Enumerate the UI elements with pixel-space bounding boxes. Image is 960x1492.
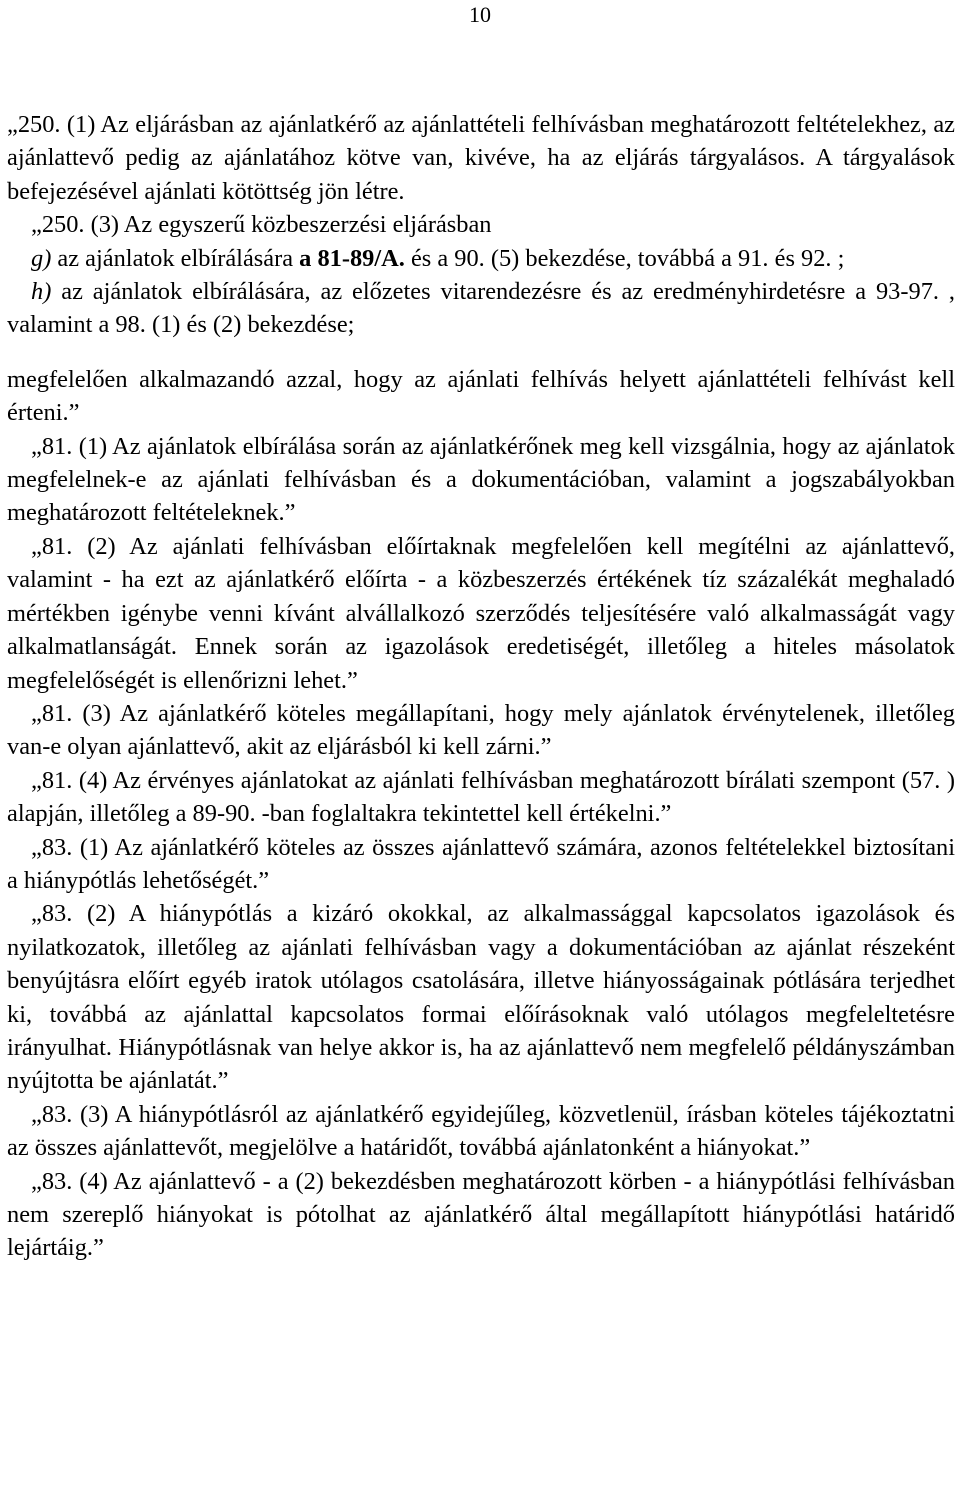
paragraph-81-3	[7, 697, 955, 764]
page-number: 10	[469, 2, 491, 27]
paragraph-83-1	[7, 831, 955, 898]
paragraph-83-4	[7, 1165, 955, 1265]
paragraph-81-4	[7, 764, 955, 831]
paragraph-83-3	[7, 1098, 955, 1165]
paragraph-text: az ajánlatok elbírálására, az előzetes vitarendezésre és az eredményhirdetésre a 93-97. , valamint a 98. (1) és (2) bekezdése;	[7, 278, 955, 339]
paragraph-83-2	[7, 897, 955, 1097]
paragraph-text: „83. (4) Az ajánlattevő - a (2) bekezdésben meghatározott körben - a hiánypótlási felhívásban nem szereplő hiányokat is pótolhat az ajánlatkérő által megállapított hiánypótlási határidő lejártáig.”	[7, 1167, 955, 1262]
paragraph-text: „250. (1) Az eljárásban az ajánlatkérő az ajánlattételi felhívásban meghatározott feltételekhez, az ajánlattevő pedig az ajánlatához kötve van, kivéve, ha az eljárás tárgyalásos. A tárgyalások befejezésével ajánlati kötöttség jön létre.	[7, 111, 955, 205]
paragraph-text: az ajánlatok elbírálására	[51, 244, 300, 272]
paragraph-text: „83. (2) A hiánypótlás a kizáró okokkal, az alkalmassággal kapcsolatos igazolások és nyilatkozatok, illetőleg az ajánlati felhívásban vagy a dokumentációban az ajánlat részeként benyújtásra előírt egyéb iratok utólagos csatolására, illetve hiányosságainak pótlására terjedhet ki, továbbá az ajánlattal kapcsolatos formai előírásoknak való utólagos megfeleltetésre irányulhat. Hiánypótlásnak van helye akkor is, ha az ajánlattevő nem megfelelő példányszámban nyújtotta be ajánlatát.”	[7, 900, 955, 1095]
paragraph-250-3-h	[7, 275, 955, 342]
paragraph-text: és a 90. (5) bekezdése, továbbá a 91. és 92. ;	[404, 244, 845, 272]
paragraph-81-1	[7, 430, 955, 530]
point-label-h: h)	[31, 278, 52, 306]
paragraph-text: „250. (3) Az egyszerű közbeszerzési eljárásban	[31, 211, 492, 239]
paragraph-81-2	[7, 530, 955, 697]
paragraph-text: „81. (4) Az érvényes ajánlatokat az ajánlati felhívásban meghatározott bírálati szempont (57. ) alapján, illetőleg a 89-90. -ban foglaltakra tekintettel kell értékelni.”	[7, 766, 955, 828]
paragraph-250-1	[7, 108, 955, 208]
paragraph-250-3	[7, 208, 955, 241]
paragraph-text: megfelelően alkalmazandó azzal, hogy az ajánlati felhívás helyett ajánlattételi felhívást kell érteni.”	[7, 365, 955, 427]
document-body	[7, 108, 955, 1265]
point-label-g: g)	[31, 244, 52, 272]
paragraph-text: „81. (2) Az ajánlati felhívásban előírtaknak megfelelően kell megítélni az ajánlattevő, valamint - ha ezt az ajánlatkérő előírta - a közbeszerzés értékének tíz százalékát meghaladó mértékben igénybe venni kívánt alvállalkozó szerződés teljesítésére való alkalmasságát vagy alkalmatlanságát. Ennek során az igazolások eredetiségét, illetőleg a hiteles másolatok megfelelőségét is ellenőrizni lehet.”	[7, 532, 955, 694]
paragraph-250-3-g	[7, 242, 955, 275]
bold-reference: a 81-89/A.	[299, 244, 405, 272]
paragraph-closing-clause	[7, 363, 955, 430]
paragraph-text: „83. (1) Az ajánlatkérő köteles az összes ajánlattevő számára, azonos feltételekkel biztosítani a hiánypótlás lehetőségét.”	[7, 833, 955, 894]
paragraph-text: „81. (1) Az ajánlatok elbírálása során az ajánlatkérőnek meg kell vizsgálnia, hogy az ajánlatok megfelelnek-e az ajánlati felhívásban és a dokumentációban, valamint a jogszabályokban meghatározott feltételeknek.”	[7, 432, 955, 527]
paragraph-text: „81. (3) Az ajánlatkérő köteles megállapítani, hogy mely ajánlatok érvénytelenek, illetőleg van-e olyan ajánlattevő, akit az eljárásból ki kell zárni.”	[7, 699, 955, 761]
paragraph-text: „83. (3) A hiánypótlásról az ajánlatkérő egyidejűleg, közvetlenül, írásban köteles tájékoztatni az összes ajánlattevőt, megjelölve a határidőt, továbbá ajánlatonként a hiányokat.”	[7, 1100, 955, 1162]
